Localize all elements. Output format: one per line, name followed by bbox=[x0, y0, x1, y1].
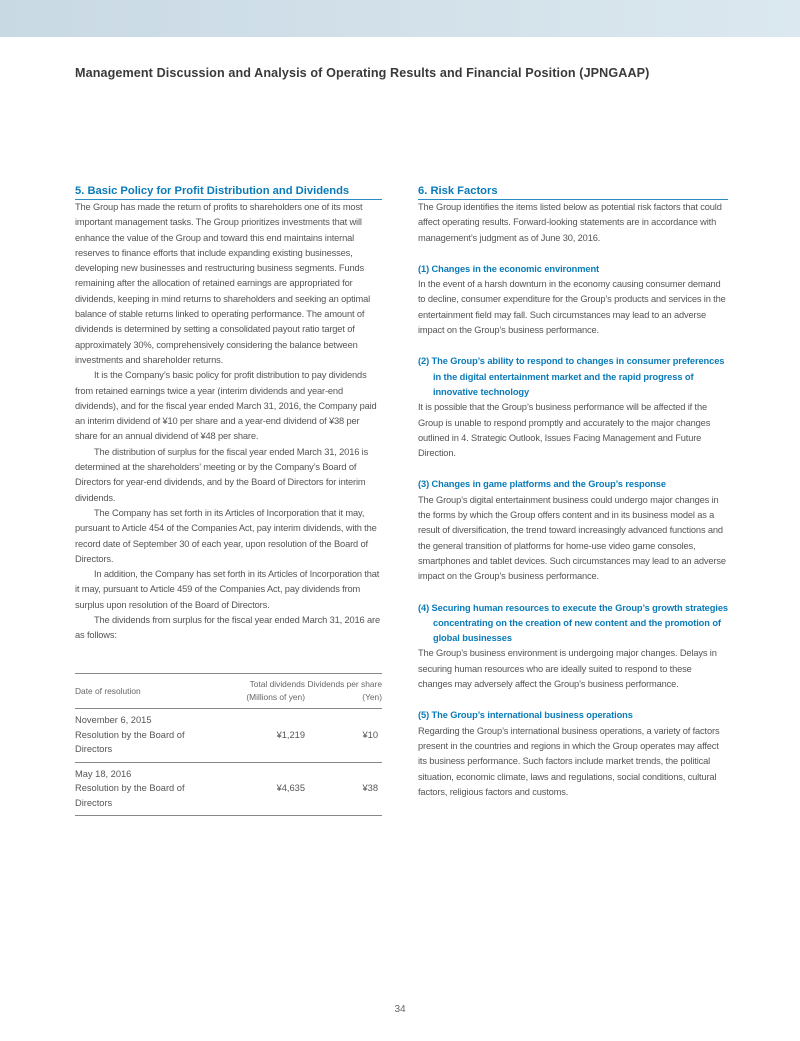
risk-title: (2) The Group’s ability to respond to changes in consumer preferences in the digital entertainment market and the rapid progress of innovative technology bbox=[418, 356, 725, 397]
col-header-per-share-unit: (Yen) bbox=[362, 692, 382, 702]
col-header-per-share-label: Dividends per share bbox=[307, 679, 382, 689]
resolution-desc: Resolution by the Board of Directors bbox=[75, 729, 185, 754]
risk-body: The Group’s business environment is undergoing major changes. Delays in securing human resources who are ideally suited to respond to these changes may adversely affect the Group’s business performance. bbox=[418, 648, 717, 690]
cell-total: ¥1,219 bbox=[276, 729, 305, 740]
resolution-desc: Resolution by the Board of Directors bbox=[75, 783, 185, 808]
risk-body: In the event of a harsh downturn in the economy causing consumer demand to decline, consumer expenditure for the Group’s products and services in the entertainment field may fall. Such circumstances may lead to an adverse impact on the Group’s business performance. bbox=[418, 279, 726, 336]
col-header-total-unit: (Millions of yen) bbox=[246, 692, 305, 702]
paragraph: The dividends from surplus for the fiscal year ended March 31, 2016 are as follows: bbox=[75, 615, 380, 641]
cell-date bbox=[75, 762, 225, 816]
cell-date bbox=[75, 709, 225, 763]
table-row bbox=[75, 709, 382, 763]
section-heading-dividends: 5. Basic Policy for Profit Distribution and Dividends bbox=[75, 184, 382, 200]
header-band bbox=[0, 0, 800, 37]
paragraph: It is the Company’s basic policy for profit distribution to pay dividends from retained earnings twice a year (interim dividends and year-end dividends), and for the fiscal year ended March 31, 2016, the Company paid an interim dividend of ¥10 per share and a year-end dividend of ¥38 per share for an annual dividend of ¥48 per share. bbox=[75, 370, 377, 442]
page-number: 34 bbox=[394, 1004, 406, 1015]
risk-title: (3) Changes in game platforms and the Group’s response bbox=[418, 479, 666, 490]
resolution-date: May 18, 2016 bbox=[75, 768, 132, 779]
resolution-date: November 6, 2015 bbox=[75, 715, 152, 725]
paragraph: The Company has set forth in its Articles of Incorporation that it may, pursuant to Article 454 of the Companies Act, pay interim dividends, with the record date of September 30 of each year, upon resolution of the Board of Directors. bbox=[75, 507, 377, 564]
paragraph: The Group has made the return of profits to shareholders one of its most important management tasks. The Group prioritizes investments that will enhance the value of the Group and toward this end maintains internal reserves to finance efforts that include expanding existing businesses, developing new businesses and restructuring business segments. Funds remaining after the allocation of retained earnings are appropriated for dividends, keeping in mind returns to shareholders and seeking an optimal balance of stable returns linked to operating performance. The amount of dividends is determined by setting a consolidated payout ratio target of approximately 30%, comprehensively considering the balance between investments and shareholder returns. bbox=[75, 202, 370, 365]
risk-body: It is possible that the Group’s business performance will be affected if the Group is unable to respond promptly and accurately to the major changes outlined in 4. Strategic Outlook, Issues Facing Management and Future Direction. bbox=[418, 402, 711, 459]
risk-body: Regarding the Group’s international business operations, a variety of factors present in the countries and regions in which the Group operates may affect its business performance. Such factors include market trends, the political situation, economic climate, laws and regulations, social conditions, cultural factors, religious factors and customs. bbox=[418, 725, 720, 797]
risk-title: (5) The Group’s international business operations bbox=[418, 710, 633, 721]
cell-per-share: ¥10 bbox=[362, 729, 378, 740]
paragraph: In addition, the Company has set forth in its Articles of Incorporation that it may, pursuant to Article 459 of the Companies Act, pay dividends from surplus upon resolution of the Board of Directors. bbox=[75, 569, 380, 610]
dividends-table bbox=[75, 673, 382, 816]
page-title: Management Discussion and Analysis of Operating Results and Financial Position (JPNGAAP) bbox=[75, 66, 650, 80]
paragraph: The distribution of surplus for the fiscal year ended March 31, 2016 is determined at the shareholders’ meeting or by the Company’s Board of Directors for year-end dividends, and by the Board of Directors for interim dividends. bbox=[75, 446, 369, 503]
table-header-row bbox=[75, 674, 382, 709]
left-column bbox=[75, 184, 382, 644]
risk-title: (1) Changes in the economic environment bbox=[418, 263, 600, 274]
paragraph: The Group identifies the items listed below as potential risk factors that could affect operating results. Forward-looking statements are in accordance with management’s judgment as of June 30, 2016. bbox=[418, 202, 722, 243]
cell-per-share: ¥38 bbox=[362, 783, 378, 793]
col-header-date: Date of resolution bbox=[75, 685, 141, 696]
cell-total: ¥4,635 bbox=[276, 783, 305, 793]
risk-body: The Group’s digital entertainment business could undergo major changes in the forms by which the Group offers content and in its business model as a result of diversification, the trend toward increasingly advanced functions and the general transition of platforms for home-use video game consoles, smartphones and tablet devices. Such circumstances may lead to an adverse impact on the Group’s business performance. bbox=[418, 494, 726, 582]
col-header-total-label: Total dividends bbox=[249, 679, 305, 689]
right-column bbox=[418, 184, 728, 800]
risk-title: (4) Securing human resources to execute the Group’s growth strategies concentrating on the creation of new content and the promotion of global businesses bbox=[418, 602, 728, 644]
section-heading-risk-factors: 6. Risk Factors bbox=[418, 184, 728, 200]
table-row bbox=[75, 762, 382, 816]
col-header-per-share bbox=[305, 674, 382, 709]
col-header-total bbox=[225, 674, 305, 709]
